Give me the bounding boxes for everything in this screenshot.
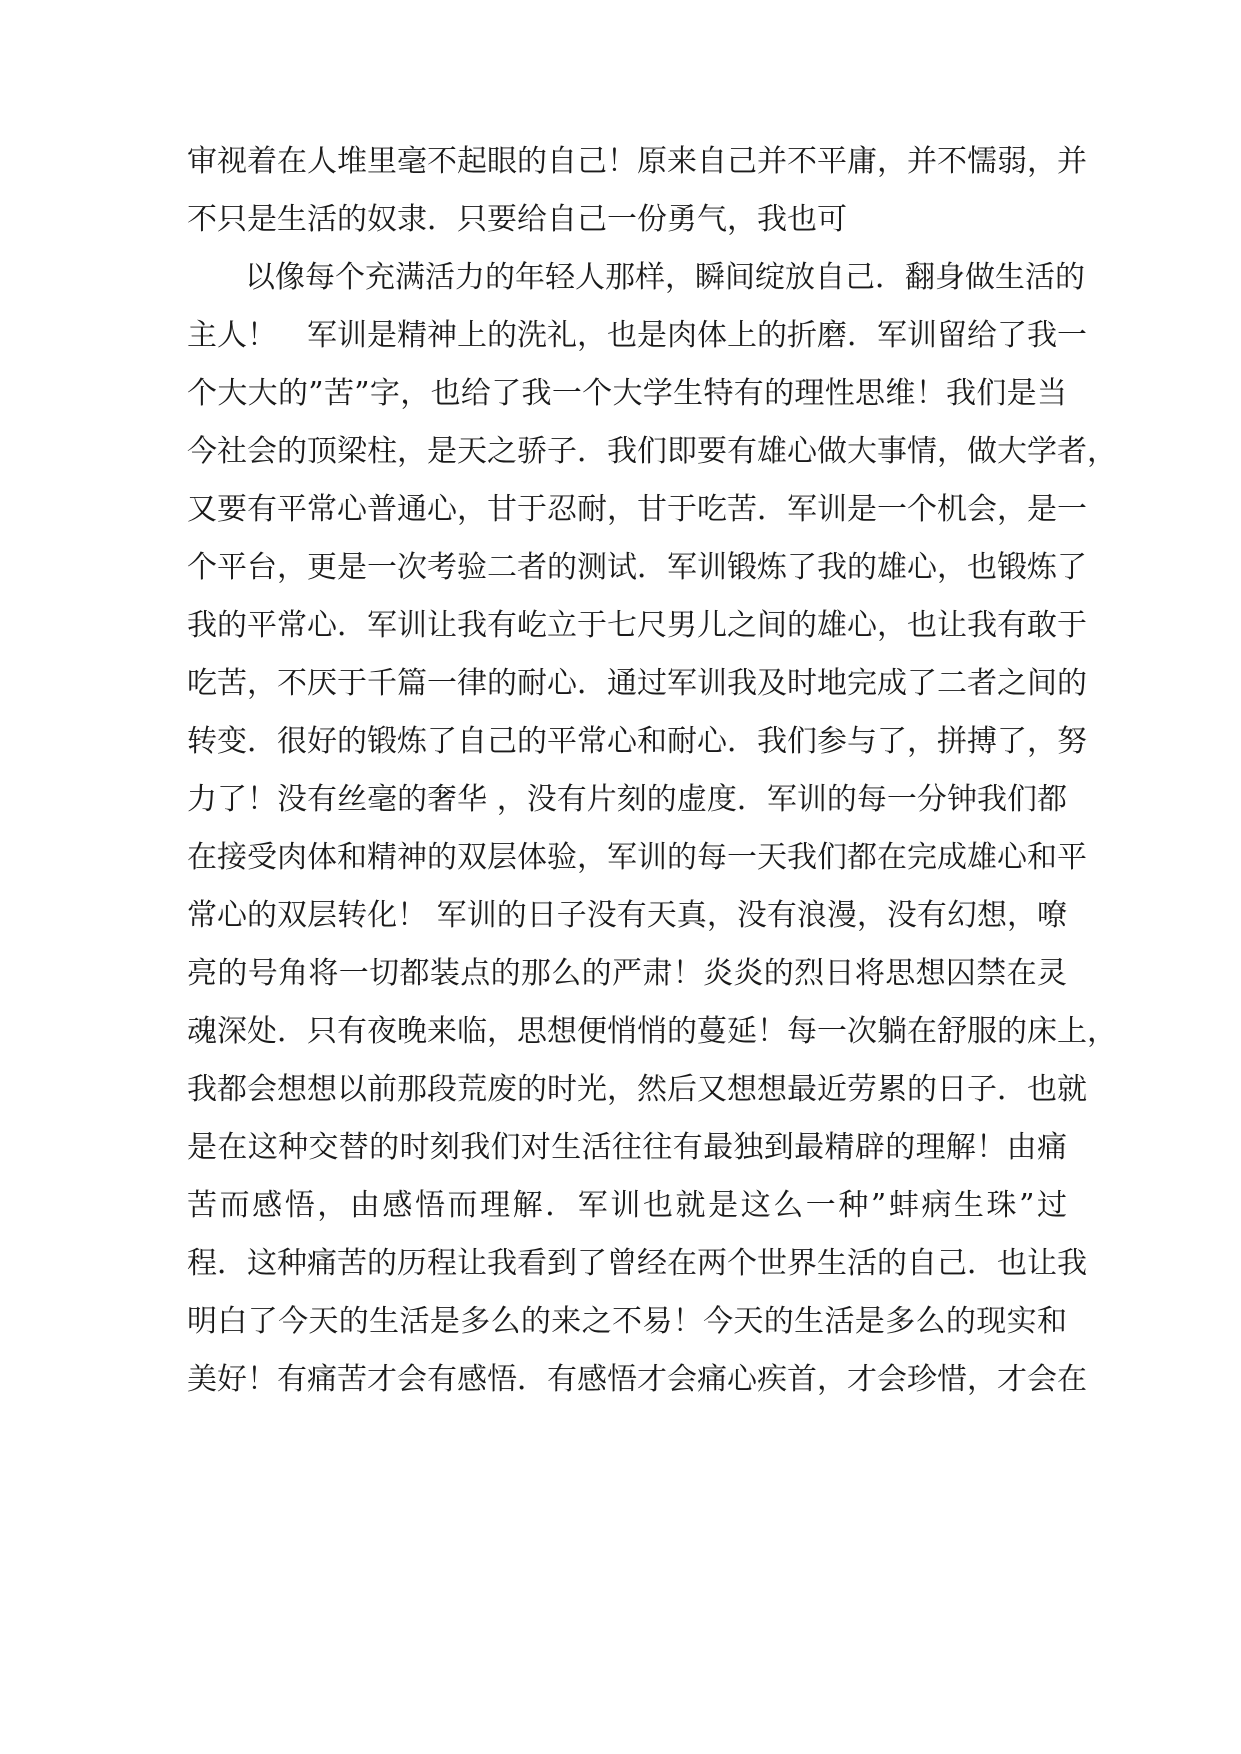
text-line: 转变．很好的锻炼了自己的平常心和耐心．我们参与了，拼搏了，努 (187, 724, 1087, 759)
text-line: 常心的双层转化！ 军训的日子没有天真，没有浪漫，没有幻想，嘹 (187, 898, 1067, 933)
text-line: 不只是生活的奴隶．只要给自己一份勇气，我也可 (187, 202, 847, 237)
text-line: 审视着在人堆里毫不起眼的自己！原来自己并不平庸，并不懦弱，并 (187, 144, 1087, 179)
text-line: 是在这种交替的时刻我们对生活往往有最独到最精辟的理解！由痛 (187, 1130, 1067, 1165)
text-line: 亮的号角将一切都装点的那么的严肃！炎炎的烈日将思想囚禁在灵 (187, 956, 1067, 991)
text-line: 个大大的”苦”字，也给了我一个大学生特有的理性思维！我们是当 (187, 376, 1067, 411)
text-line: 又要有平常心普通心，甘于忍耐，甘于吃苦．军训是一个机会，是一 (187, 492, 1087, 527)
text-line: 我的平常心．军训让我有屹立于七尺男儿之间的雄心，也让我有敢于 (187, 608, 1087, 643)
text-line: 力了！没有丝毫的奢华 ，没有片刻的虚度．军训的每一分钟我们都 (187, 782, 1067, 817)
text-line: 程．这种痛苦的历程让我看到了曾经在两个世界生活的自己．也让我 (187, 1246, 1087, 1281)
text-line: 在接受肉体和精神的双层体验，军训的每一天我们都在完成雄心和平 (187, 840, 1087, 875)
text-line: 个平台，更是一次考验二者的测试．军训锻炼了我的雄心，也锻炼了 (187, 550, 1087, 585)
text-line: 明白了今天的生活是多么的来之不易！今天的生活是多么的现实和 (187, 1304, 1067, 1339)
text-line: 我都会想想以前那段荒废的时光，然后又想想最近劳累的日子．也就 (187, 1072, 1087, 1107)
text-line: 今社会的顶梁柱，是天之骄子．我们即要有雄心做大事情，做大学者， (187, 434, 1117, 469)
text-line: 美好！有痛苦才会有感悟．有感悟才会痛心疾首，才会珍惜，才会在 (187, 1362, 1087, 1397)
text-line: 主人！ 军训是精神上的洗礼，也是肉体上的折磨．军训留给了我一 (187, 318, 1087, 353)
text-line: 以像每个充满活力的年轻人那样，瞬间绽放自己．翻身做生活的 (245, 260, 1085, 295)
text-line: 魂深处．只有夜晚来临，思想便悄悄的蔓延！每一次躺在舒服的床上， (187, 1014, 1117, 1049)
text-line: 吃苦，不厌于千篇一律的耐心．通过军训我及时地完成了二者之间的 (187, 666, 1087, 701)
text-line: 苦而感悟，由感悟而理解．军训也就是这么一种”蚌病生珠”过 (187, 1188, 1067, 1223)
